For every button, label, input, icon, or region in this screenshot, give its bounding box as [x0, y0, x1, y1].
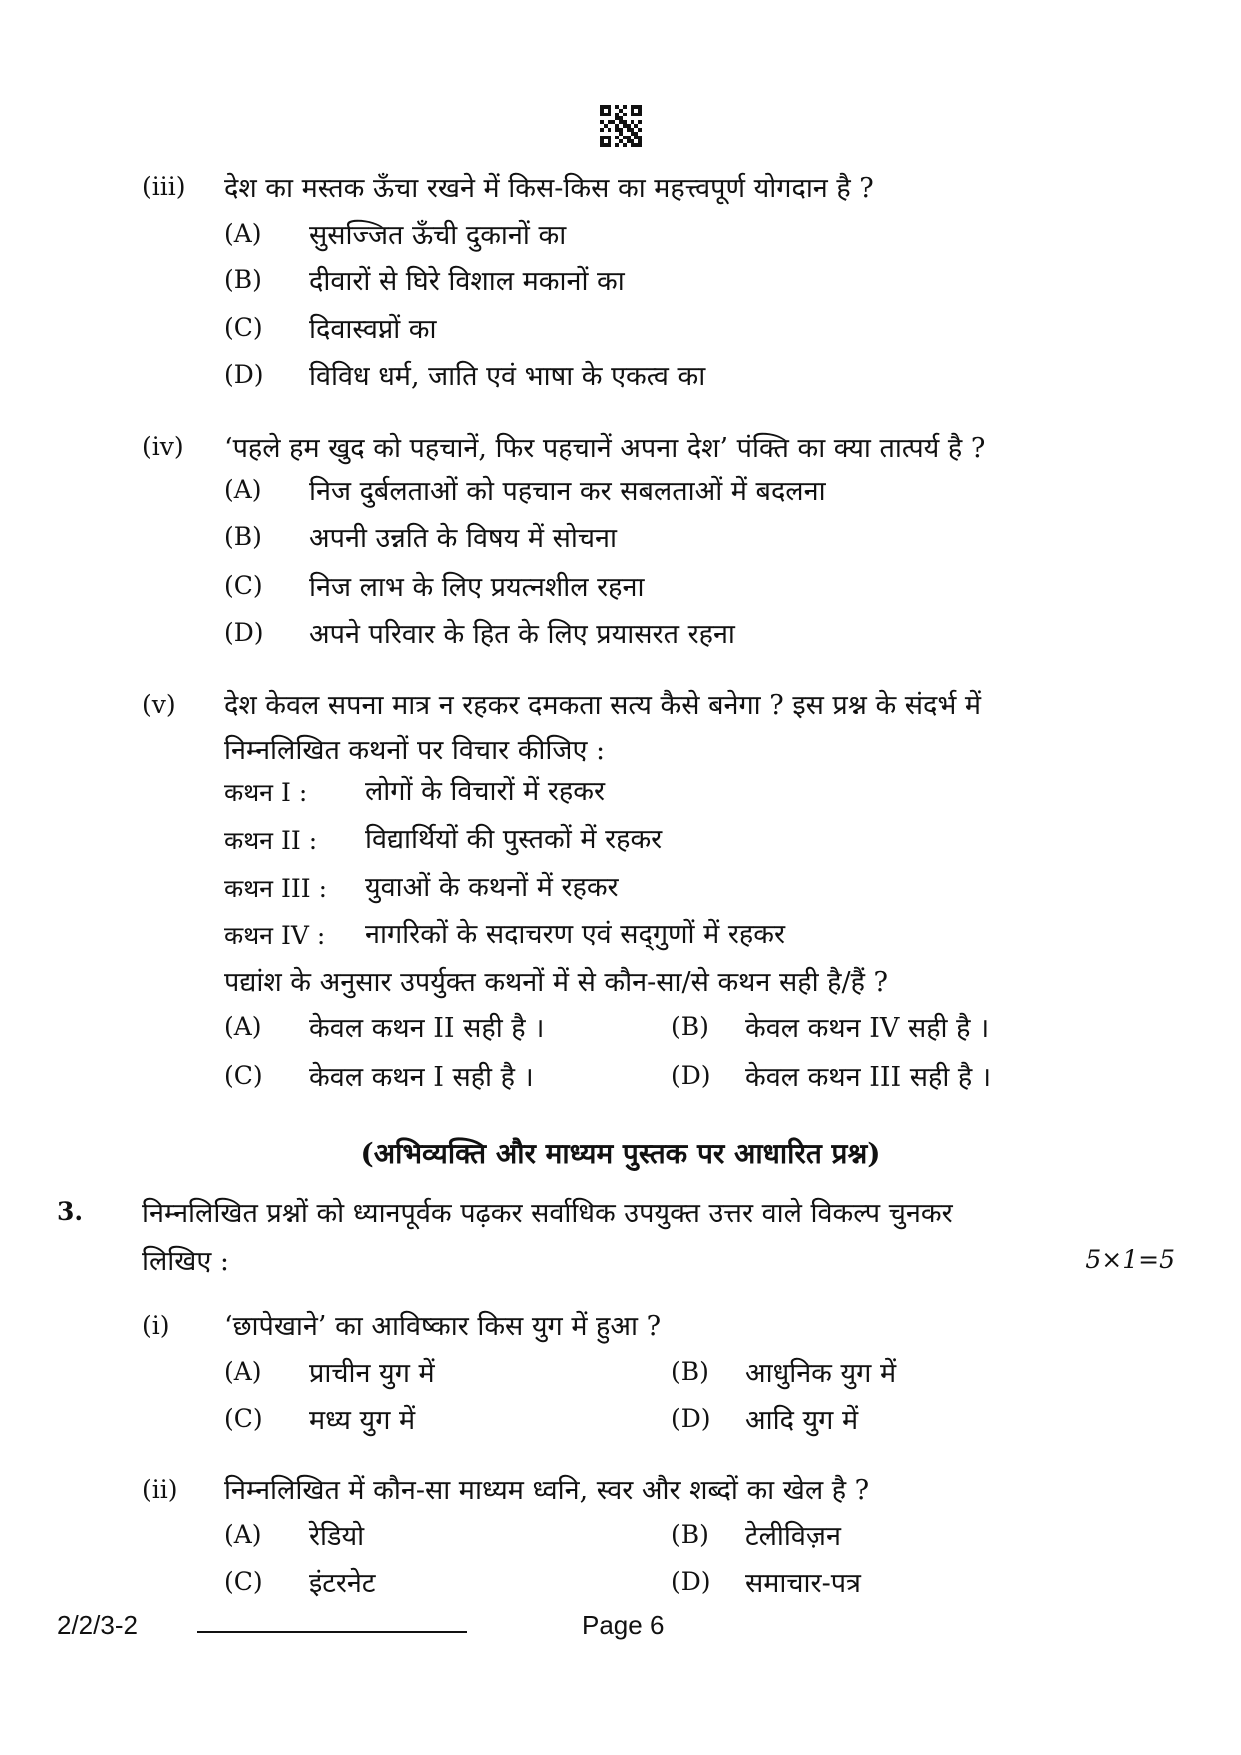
marks-allocation: 5×1=5 — [1085, 1245, 1175, 1274]
question-number: (i) — [142, 1311, 170, 1340]
option-letter: (A) — [224, 1357, 262, 1386]
option-text: समाचार-पत्र — [745, 1568, 861, 1599]
option-letter: (D) — [671, 1404, 711, 1433]
paper-code: 2/2/3-2 — [57, 1610, 138, 1640]
option-text: दीवारों से घिरे विशाल मकानों का — [309, 266, 625, 297]
question-3-instruction-line1: निम्नलिखित प्रश्नों को ध्यानपूर्वक पढ़कर सर्वाधिक उपयुक्त उत्तर वाले विकल्प चुनकर — [142, 1198, 953, 1229]
option-letter: (C) — [224, 1061, 263, 1090]
question-text: निम्नलिखित में कौन-सा माध्यम ध्वनि, स्वर और शब्दों का खेल है ? — [224, 1475, 870, 1506]
page-number: Page 6 — [582, 1610, 665, 1640]
option-letter: (B) — [224, 522, 262, 551]
option-text: केवल कथन I सही है । — [309, 1062, 534, 1093]
option-letter: (D) — [224, 618, 264, 647]
option-text: सुसज्जित ऊँची दुकानों का — [309, 220, 567, 251]
option-text: केवल कथन III सही है । — [745, 1062, 992, 1093]
option-text: आदि युग में — [745, 1405, 859, 1436]
option-letter: (C) — [224, 313, 263, 342]
option-text: निज लाभ के लिए प्रयत्नशील रहना — [309, 572, 645, 603]
option-letter: (B) — [224, 265, 262, 294]
qr-code-icon — [600, 105, 642, 147]
option-letter: (D) — [224, 360, 264, 389]
option-text: अपने परिवार के हित के लिए प्रयासरत रहना — [309, 619, 735, 650]
question-text-line2: निम्नलिखित कथनों पर विचार कीजिए : — [224, 735, 606, 766]
statement-label: कथन IV : — [224, 921, 326, 950]
question-prompt: पद्यांश के अनुसार उपर्युक्त कथनों में से कौन-सा/से कथन सही है/हैं ? — [224, 967, 888, 998]
option-text: दिवास्वप्नों का — [309, 314, 437, 345]
question-3-number: 3. — [57, 1197, 84, 1226]
option-text: केवल कथन II सही है । — [309, 1013, 545, 1044]
question-number: (iii) — [142, 172, 186, 201]
option-text: विविध धर्म, जाति एवं भाषा के एकत्व का — [309, 361, 706, 392]
option-text: रेडियो — [309, 1521, 365, 1552]
option-letter: (D) — [671, 1061, 711, 1090]
option-letter: (D) — [671, 1567, 711, 1596]
statement-label: कथन II : — [224, 826, 318, 855]
option-text: मध्य युग में — [309, 1405, 416, 1436]
statement-text: युवाओं के कथनों में रहकर — [365, 872, 619, 903]
option-letter: (C) — [224, 1404, 263, 1433]
question-text: ‘छापेखाने’ का आविष्कार किस युग में हुआ ? — [224, 1311, 662, 1342]
statement-text: नागरिकों के सदाचरण एवं सद्‌गुणों में रहकर — [365, 919, 786, 950]
option-letter: (B) — [671, 1012, 709, 1041]
footer-divider — [197, 1631, 467, 1633]
option-text: अपनी उन्नति के विषय में सोचना — [309, 523, 617, 554]
option-text: केवल कथन IV सही है । — [745, 1013, 990, 1044]
option-letter: (A) — [224, 1012, 262, 1041]
option-text: प्राचीन युग में — [309, 1358, 435, 1389]
statement-text: विद्यार्थियों की पुस्तकों में रहकर — [365, 824, 663, 855]
question-text: ‘पहले हम खुद को पहचानें, फिर पहचानें अपना देश’ पंक्ति का क्या तात्पर्य है ? — [224, 433, 986, 464]
question-number: (ii) — [142, 1475, 178, 1504]
option-letter: (C) — [224, 1567, 263, 1596]
question-number: (v) — [142, 690, 176, 719]
option-text: टेलीविज़न — [745, 1521, 841, 1552]
option-text: आधुनिक युग में — [745, 1358, 897, 1389]
option-letter: (B) — [671, 1357, 709, 1386]
statement-label: कथन I : — [224, 778, 308, 807]
option-letter: (C) — [224, 571, 263, 600]
option-letter: (A) — [224, 219, 262, 248]
option-letter: (B) — [671, 1520, 709, 1549]
statement-text: लोगों के विचारों में रहकर — [365, 776, 606, 807]
statement-label: कथन III : — [224, 874, 327, 903]
question-text-line1: देश केवल सपना मात्र न रहकर दमकता सत्य कैसे बनेगा ? इस प्रश्न के संदर्भ में — [224, 690, 982, 721]
question-number: (iv) — [142, 432, 184, 461]
option-letter: (A) — [224, 475, 262, 504]
option-letter: (A) — [224, 1520, 262, 1549]
question-3-instruction-line2: लिखिए : — [142, 1246, 229, 1277]
option-text: निज दुर्बलताओं को पहचान कर सबलताओं में बदलना — [309, 476, 826, 507]
option-text: इंटरनेट — [309, 1568, 376, 1599]
section-heading: (अभिव्यक्ति और माध्यम पुस्तक पर आधारित प्रश्न) — [360, 1137, 881, 1170]
question-text: देश का मस्तक ऊँचा रखने में किस-किस का महत्त्वपूर्ण योगदान है ? — [224, 173, 874, 204]
